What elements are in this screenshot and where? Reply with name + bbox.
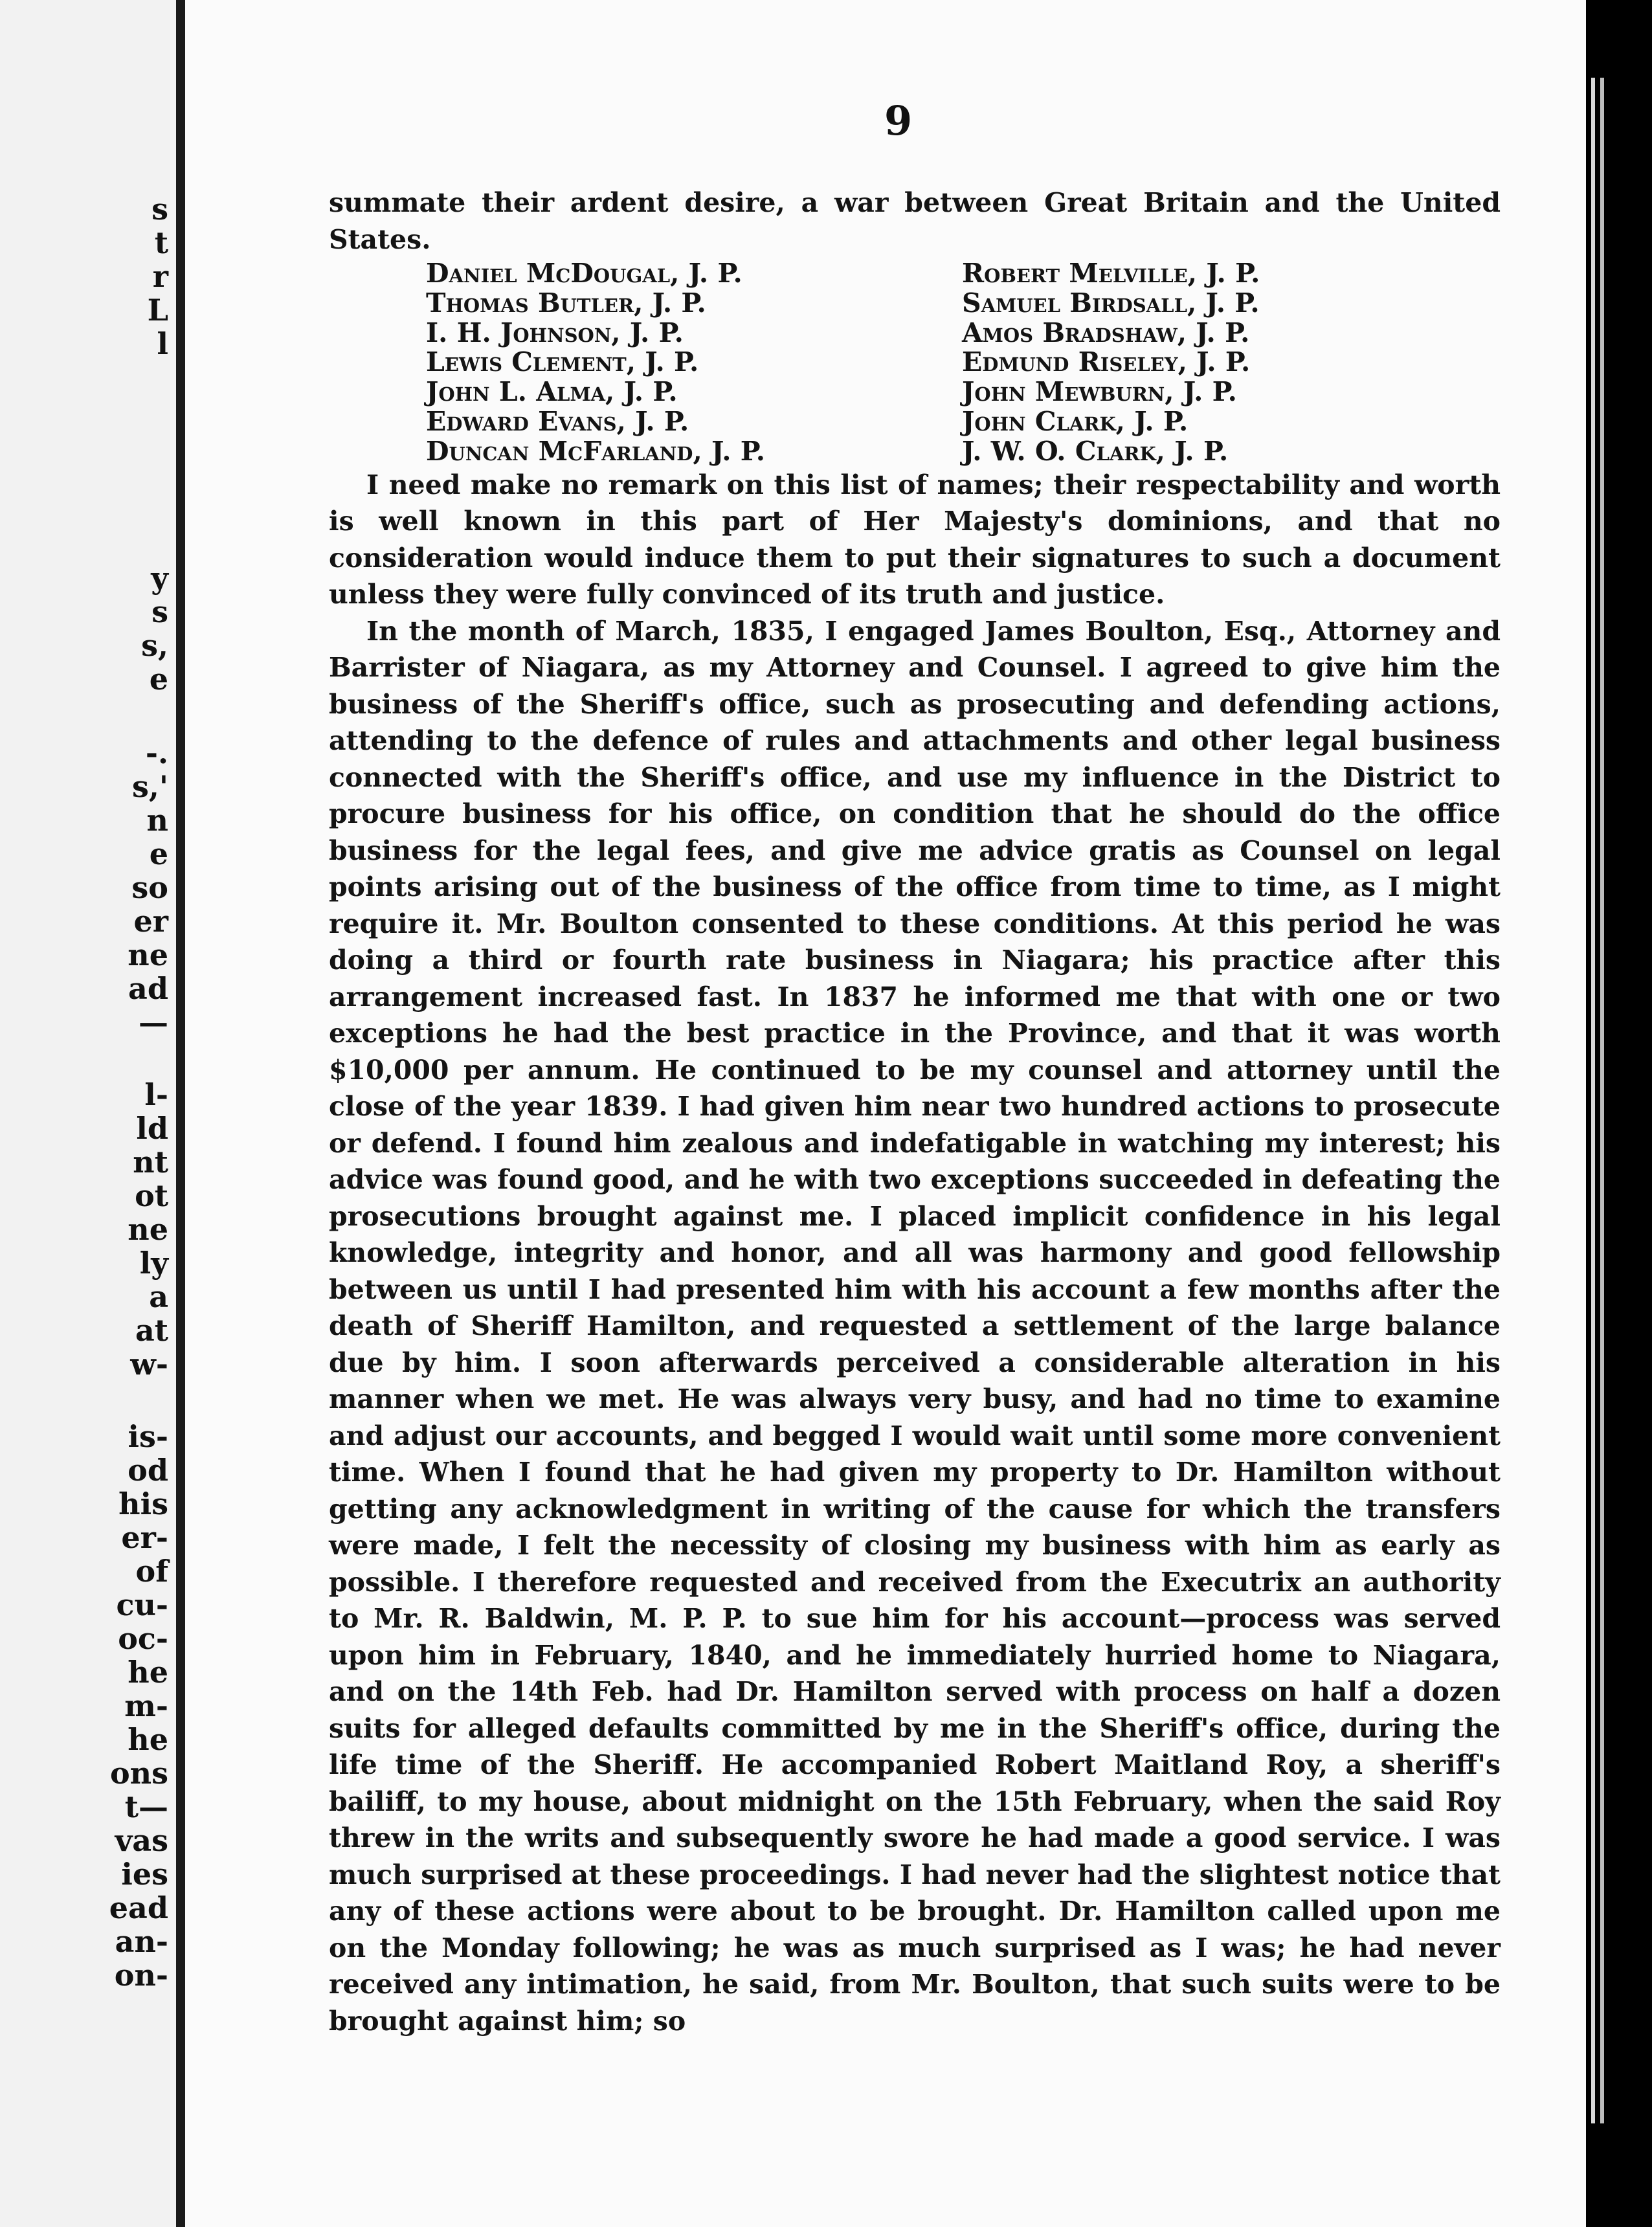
page-edge-line xyxy=(1600,78,1604,2123)
signatory-column-left xyxy=(426,259,962,467)
left-page-text-fragment: w- xyxy=(130,1347,168,1382)
left-page-text-fragment: is- xyxy=(128,1419,168,1454)
left-page-text-fragment: n xyxy=(146,803,168,838)
signatory-name: Daniel McDougal, J. P. xyxy=(426,258,742,289)
left-page-text-fragment: m- xyxy=(124,1688,168,1723)
left-page-text-fragment: od xyxy=(128,1453,168,1488)
paragraph: I need make no remark on this list of names; their respectability and worth is well known in this part of Her Majesty's dominions, and that no consideration would induce them to put their signatures to such a document unless they were fully convinced of its truth and justice. xyxy=(329,469,1501,610)
signatory-name: Samuel Birdsall, J. P. xyxy=(962,287,1260,319)
left-page-text-fragment: cu- xyxy=(116,1587,168,1622)
left-page-text-fragment: he xyxy=(128,1722,168,1757)
signatory-name: J. W. O. Clark, J. P. xyxy=(962,435,1229,467)
left-page-text-fragment: er- xyxy=(121,1520,168,1555)
left-page-text-fragment: so xyxy=(131,870,168,905)
left-page-text-fragment: of xyxy=(135,1554,168,1589)
book-gutter xyxy=(176,0,185,2227)
page-text xyxy=(329,185,1501,2039)
left-page-text-fragment: nt xyxy=(133,1145,168,1180)
signatory-name: Amos Bradshaw, J. P. xyxy=(962,317,1250,348)
signatory-name: John L. Alma, J. P. xyxy=(426,376,678,408)
left-page-text-fragment: r xyxy=(152,259,168,294)
signatory-name: I. H. Johnson, J. P. xyxy=(426,317,684,348)
left-page-text-fragment: ne xyxy=(128,937,168,972)
left-page-text-fragment: e xyxy=(149,836,168,871)
book-page xyxy=(185,0,1586,2227)
left-page-text-fragment: s xyxy=(151,192,168,227)
left-page-text-fragment: ad xyxy=(128,971,168,1006)
page-edge-line xyxy=(1591,78,1595,2123)
left-page-text-fragment: oc- xyxy=(118,1621,168,1656)
left-page-text-fragment: e xyxy=(149,662,168,697)
left-page-text-fragment: -. xyxy=(145,735,168,770)
left-page-text-fragment: er xyxy=(133,904,168,939)
left-page-text-fragment: s xyxy=(151,594,168,629)
left-page-text-fragment: — xyxy=(139,1005,168,1040)
signatory-name: Edward Evans, J. P. xyxy=(426,405,689,437)
left-page-text-fragment: l xyxy=(157,326,168,361)
left-page-text-fragment: ead xyxy=(109,1890,168,1925)
left-page-text-fragment: vas xyxy=(115,1823,168,1858)
left-page-text-fragment: s, xyxy=(141,628,168,663)
left-page-text-fragment: ons xyxy=(109,1756,168,1791)
opening-lines: summate their ardent desire, a war between Great Britain and the United States. xyxy=(329,187,1501,255)
page-edges xyxy=(1586,0,1652,2227)
left-page-text-fragment: a xyxy=(149,1279,168,1314)
page-number: 9 xyxy=(884,97,913,144)
left-page-text-fragment: ot xyxy=(135,1178,168,1213)
left-page-text-fragment: his xyxy=(118,1486,168,1521)
signatory-name: Robert Melville, J. P. xyxy=(962,258,1260,289)
left-page-text-fragment: ies xyxy=(121,1857,168,1892)
left-page-text-fragment: L xyxy=(147,293,168,328)
left-page-text-fragment: y xyxy=(151,561,168,596)
left-page-text-fragment: an- xyxy=(115,1924,168,1959)
signatory-name: Thomas Butler, J. P. xyxy=(426,287,706,319)
left-page-text-fragment: t— xyxy=(124,1789,168,1824)
left-page-text-fragment: ld xyxy=(136,1111,168,1146)
left-page-text-fragment: ne xyxy=(128,1212,168,1247)
left-page-text-fragment: at xyxy=(135,1313,168,1348)
left-page-text-fragment: ly xyxy=(139,1246,168,1281)
left-page-text-fragment: he xyxy=(128,1655,168,1690)
signatory-list xyxy=(426,259,1501,467)
signatory-name: Duncan McFarland, J. P. xyxy=(426,435,766,467)
signatory-name: John Clark, J. P. xyxy=(962,405,1189,437)
left-page-text-fragment: s,' xyxy=(132,769,168,804)
left-page-text-fragment: l- xyxy=(144,1077,168,1112)
left-page-text-fragment: on- xyxy=(114,1958,168,1993)
signatory-name: Edmund Riseley, J. P. xyxy=(962,346,1251,378)
signatory-name: John Mewburn, J. P. xyxy=(962,376,1237,408)
paragraph: In the month of March, 1835, I engaged James Boulton, Esq., Attorney and Barrister of Niagara, as my Attorney and Counsel. I agreed to give him the business of the Sheriff's office, such as prosecuting and defending actions, attending to the defence of rules and attachments and other legal business connected with the Sheriff's office, and use my influence in the District to procure business for his office, on condition that he should do the office business for the legal fees, and give me advice gratis as Counsel on legal points arising out of the business of the office from time to time, as I might require it. Mr. Boulton consented to these conditions. At this period he was doing a third or fourth rate business in Niagara; his practice after this arrangement increased fast. In 1837 he informed me that with one or two exceptions he had the best practice in the Province, and that it was worth $10,000 per annum. He continued to be my counsel and attorney until the close of the year 1839. I had given him near two hundred actions to prosecute or defend. I found him zealous and indefatigable in watching my interest; his advice was found good, and he with two exceptions succeeded in defeating the prosecutions brought against me. I placed implicit confidence in his legal knowledge, integrity and honor, and all was harmony and good fellowship between us until I had presented him with his account a few months after the death of Sheriff Hamilton, and requested a settlement of the large balance due by him. I soon afterwards perceived a considerable alteration in his manner when we met. He was always very busy, and had no time to examine and adjust our accounts, and begged I would wait until some more convenient time. When I found that he had given my property to Dr. Hamilton without getting any acknowledgment in writing of the cause for which the transfers were made, I felt the necessity of closing my business with him as early as possible. I therefore requested and received from the Executrix an authority to Mr. R. Baldwin, M. P. P. to sue him for his account—process was served upon him in February, 1840, and he immediately hurried home to Niagara, and on the 14th Feb. had Dr. Hamilton served with process on half a dozen suits for alleged defaults committed by me in the Sheriff's office, during the life time of the Sheriff. He accompanied Robert Maitland Roy, a sheriff's bailiff, to my house, about midnight on the 15th February, when the said Roy threw in the writs and subsequently swore he had made a good service. I was much surprised at these proceedings. I had never had the slightest notice that any of these actions were about to be brought. Dr. Hamilton called upon me on the Monday following; he was as much surprised as I was; he had never received any intimation, he said, from Mr. Boulton, that such suits were to be brought against him; so xyxy=(329,615,1501,2037)
signatory-name: Lewis Clement, J. P. xyxy=(426,346,699,378)
signatory-column-right xyxy=(962,259,1260,467)
left-facing-page xyxy=(0,0,176,2227)
left-page-text-fragment: t xyxy=(154,225,168,260)
